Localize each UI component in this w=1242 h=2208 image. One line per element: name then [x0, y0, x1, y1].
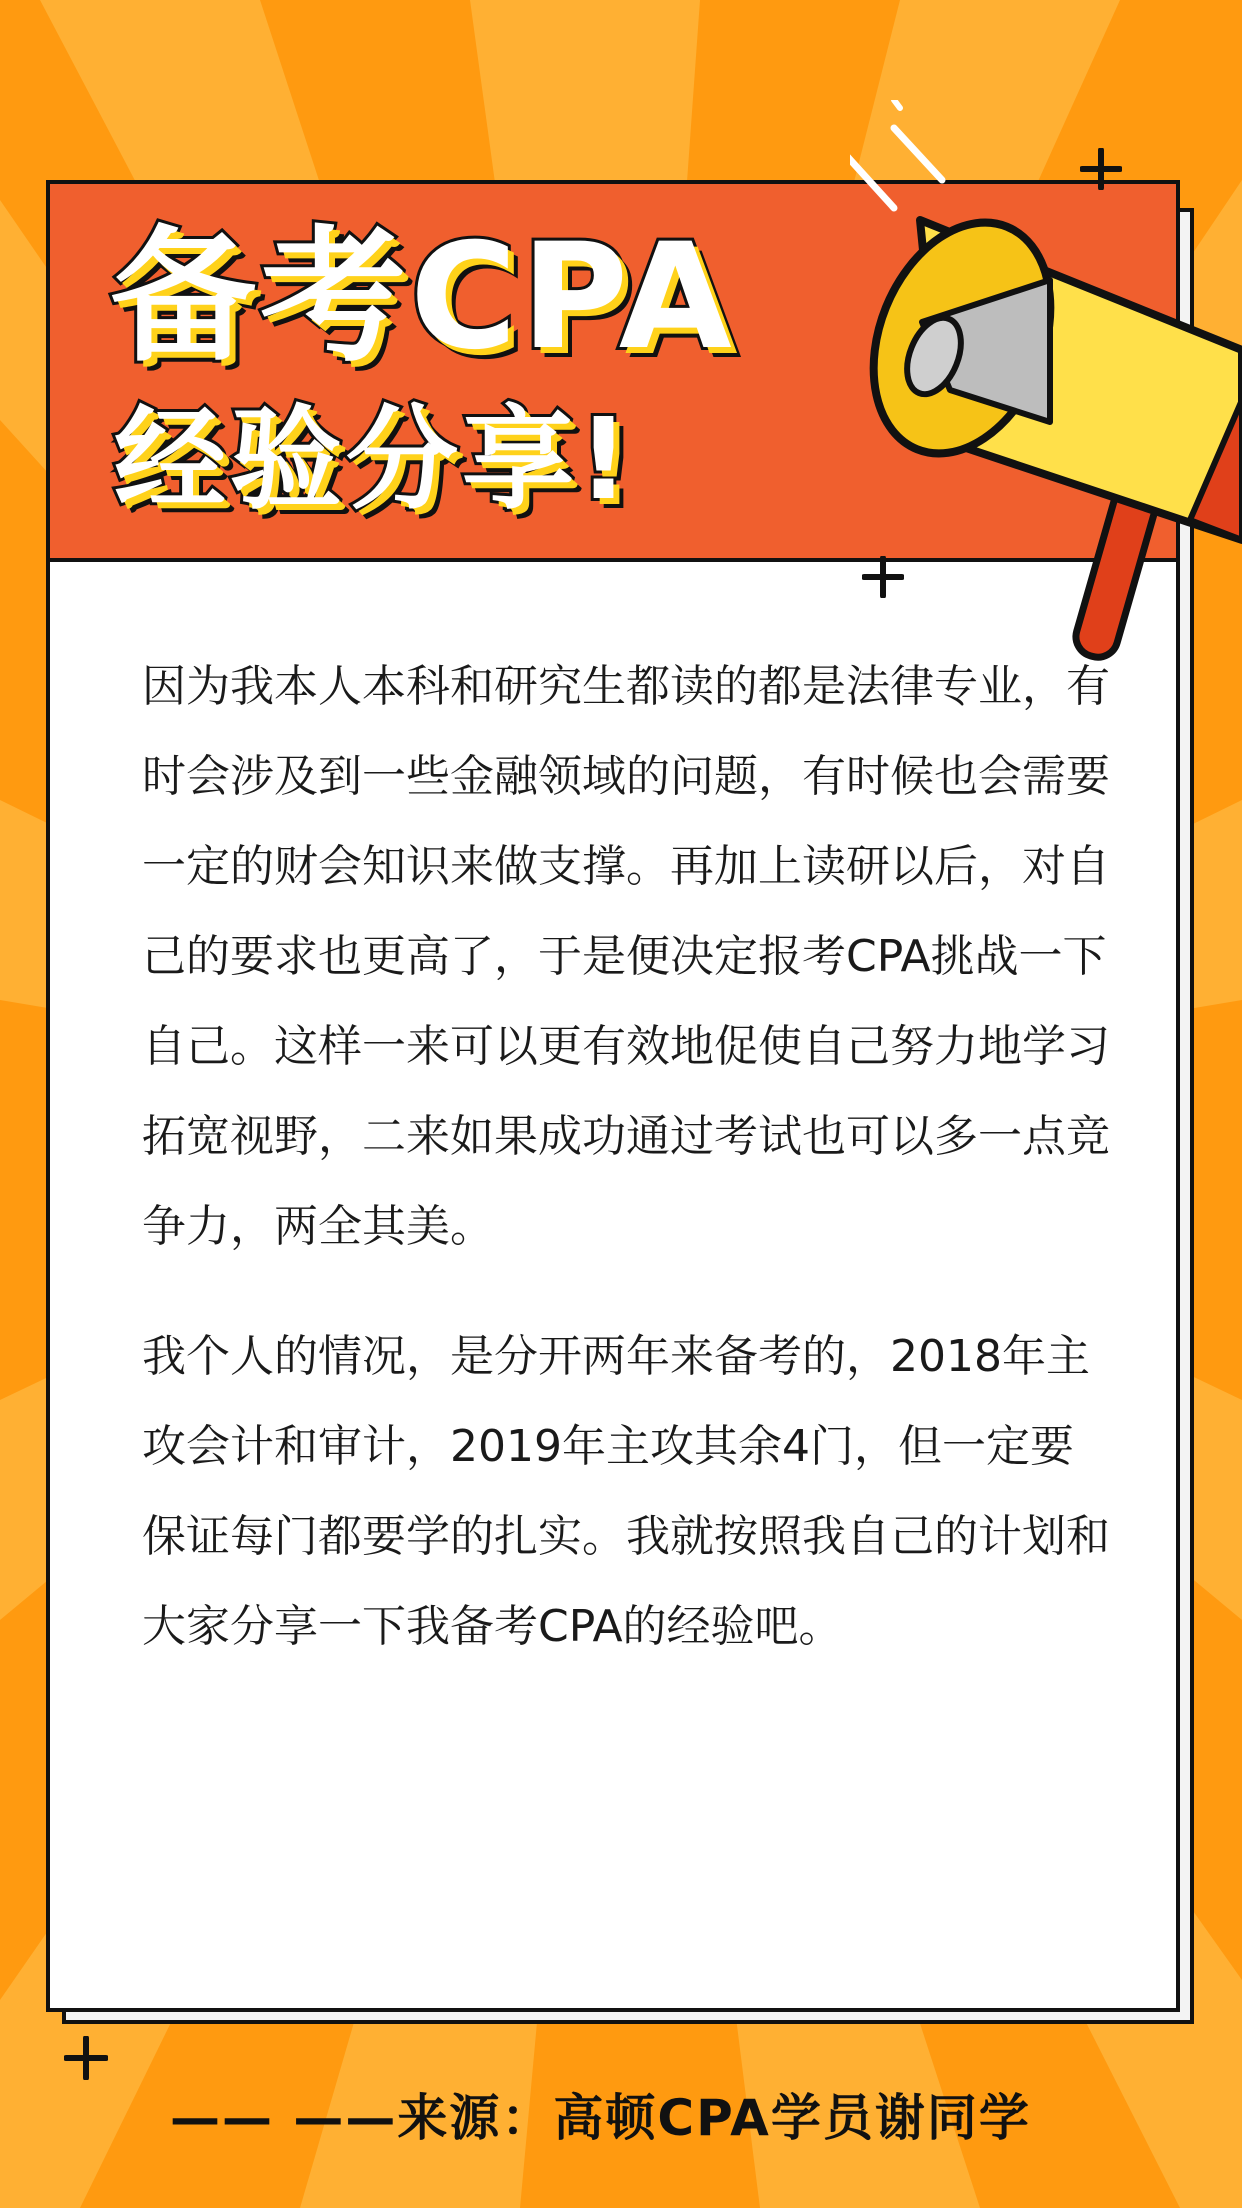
source-caption: —— ——来源：高顿CPA学员谢同学: [170, 2089, 1031, 2147]
page-subtitle: 经验分享!: [114, 395, 634, 525]
megaphone-icon: [850, 100, 1242, 680]
plus-sparkle-icon: [1080, 148, 1122, 190]
plus-sparkle-icon: [862, 556, 904, 598]
page-title: 备考CPA: [110, 212, 736, 382]
paragraph: 因为我本人本科和研究生都读的都是法律专业，有时会涉及到一些金融领域的问题，有时候也会需要一定的财会知识来做支撑。再加上读研以后，对自己的要求也更高了，于是便决定报考CPA挑战一下自己。这样一来可以更有效地促使自己努力地学习拓宽视野，二来如果成功通过考试也可以多一点竞争力，两全其美。: [142, 661, 1110, 1252]
article-body: [142, 642, 1114, 1712]
plus-sparkle-icon: [64, 2036, 108, 2080]
paragraph: 我个人的情况，是分开两年来备考的，2018年主攻会计和审计，2019年主攻其余4门，但一定要保证每门都要学的扎实。我就按照我自己的计划和大家分享一下我备考CPA的经验吧。: [142, 1331, 1110, 1652]
